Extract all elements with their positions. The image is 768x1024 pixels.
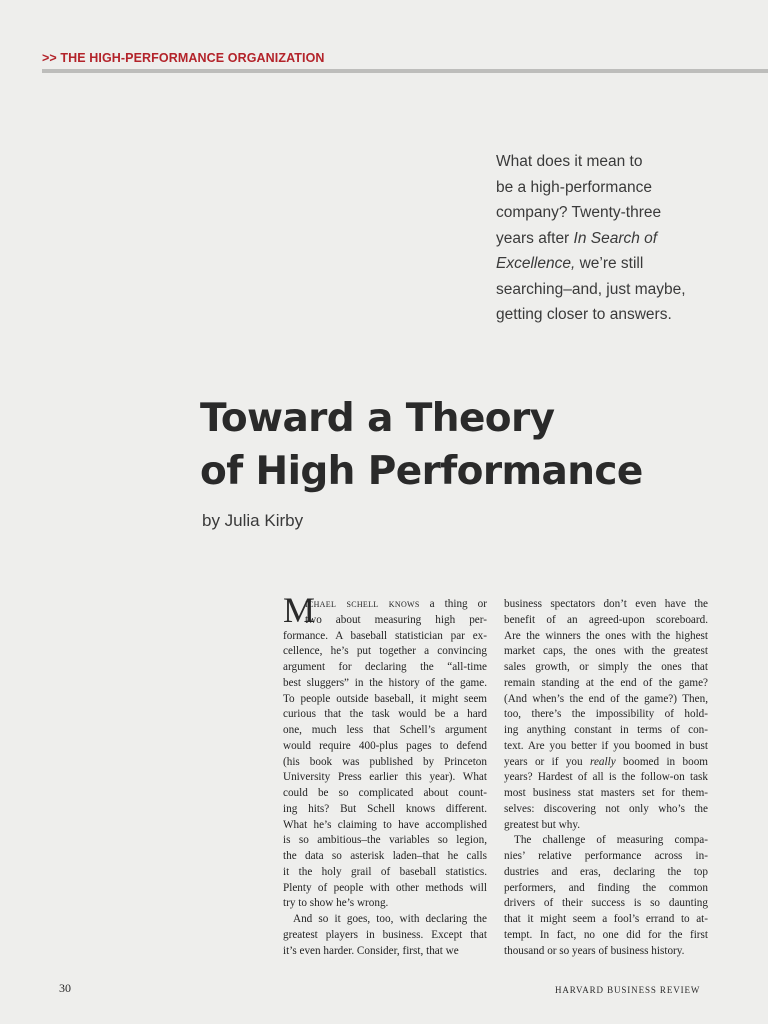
deck-line: be a high-performance: [496, 178, 652, 196]
text-line: too, there’s the impossibility of hold-: [504, 708, 708, 721]
text-line: drivers of their success is so daunting: [504, 897, 708, 910]
text-line: Are the winners the ones with the highest: [504, 629, 708, 642]
text-line: ing anything constant in terms of con-: [504, 724, 708, 736]
text-line: (And when’s the end of the game?) Then,: [504, 692, 708, 705]
text-line: that it might seem a fool’s errand to at-: [504, 913, 708, 925]
text-line: selves: discovering not only who’s the: [504, 802, 708, 815]
title-line: Toward a Theory: [200, 396, 555, 441]
text-line: curious that the task would be a hard: [283, 708, 487, 721]
article-deck: [496, 149, 736, 328]
text-line: text. Are you better if you boomed in bust: [504, 739, 708, 752]
text-line: it the holy grail of baseball statistics.: [283, 865, 487, 878]
text-run: years or if you: [504, 755, 590, 768]
drop-cap: M: [283, 590, 316, 630]
deck-line: [496, 251, 736, 277]
byline: by Julia Kirby: [202, 511, 304, 530]
italic-emphasis: really: [590, 755, 616, 768]
text-line: thousand or so years of business history.: [504, 944, 685, 957]
text-line: University Press earlier this year). What: [283, 771, 487, 784]
text-line: business spectators don’t even have the: [504, 598, 708, 610]
text-line: What he’s claiming to have accomplished: [283, 818, 487, 831]
text-line: most business stat masters set for them-: [504, 787, 708, 799]
text-line: tempt. In fact, no one did for the first: [504, 928, 708, 941]
text-line: nies’ relative performance across in-: [504, 850, 708, 862]
text-line: greatest but why.: [504, 818, 581, 831]
article-title: [200, 392, 760, 498]
text-run: a thing or: [419, 598, 487, 610]
text-line: ing hits? But Schell knows different.: [283, 802, 487, 815]
text-line: it’s even harder. Consider, first, that we: [283, 944, 459, 957]
text-line: dustries and eras, declaring the top: [504, 865, 708, 878]
deck-line: getting closer to answers.: [496, 306, 672, 323]
article-column-right: [504, 597, 708, 959]
text-line: try to show he’s wrong.: [283, 897, 389, 910]
text-line: market caps, the ones with the greatest: [504, 645, 708, 658]
text-line: the data so asterisk laden–that he calls: [283, 850, 487, 862]
deck-line: company? Twenty-three: [496, 204, 662, 221]
text-line: could be so complicated about count-: [283, 787, 487, 799]
text-line: greatest players in business. Except that: [283, 928, 487, 941]
text-run: boomed in boom: [615, 755, 709, 768]
text-line: years? Hardest of all is the follow-on task: [504, 771, 708, 784]
text-line: cellence, he’s put together a convincing: [283, 645, 487, 658]
lead-in-smallcaps: ichael schell knows: [305, 598, 420, 610]
text-line: To people outside baseball, it might seem: [283, 692, 487, 705]
text-line: would require 400-plus pages to defend: [283, 739, 487, 752]
text-line: [283, 597, 487, 613]
article-column-left: [283, 597, 487, 959]
text-line: Plenty of people with other methods will: [283, 881, 487, 894]
page-number: 30: [59, 981, 71, 995]
text-line: best sluggers” in the history of the game.: [283, 676, 487, 689]
title-line: of High Performance: [200, 449, 643, 494]
text-line: performers, and finding the common: [504, 881, 708, 894]
text-line: And so it goes, too, with declaring the: [293, 913, 487, 925]
deck-book-title: In Search of: [573, 229, 658, 247]
text-line: formance. A baseball statistician par ex-: [283, 629, 487, 642]
deck-line: What does it mean to: [496, 153, 643, 170]
section-header: >> THE HIGH-PERFORMANCE ORGANIZATION: [42, 51, 325, 65]
text-line: two about measuring high per-: [305, 613, 487, 626]
deck-text: years after: [496, 229, 574, 247]
journal-name: HARVARD BUSINESS REVIEW: [555, 985, 701, 995]
text-line: benefit of an agreed-upon scoreboard.: [504, 613, 708, 626]
text-line: [504, 755, 708, 771]
text-line: one, much less that Schell’s argument: [283, 724, 487, 736]
deck-text: we’re still: [575, 255, 644, 272]
deck-line: [496, 226, 736, 252]
text-line: (his book was published by Princeton: [283, 755, 487, 768]
text-line: sales growth, or simply the ones that: [504, 661, 708, 673]
header-rule: [42, 69, 768, 73]
deck-line: searching–and, just maybe,: [496, 280, 686, 298]
deck-book-title-end: Excellence,: [496, 255, 576, 272]
text-line: is so ambitious–the variables so legion,: [283, 834, 487, 847]
text-line: argument for declaring the “all-time: [283, 661, 487, 673]
text-line: The challenge of measuring compa-: [514, 834, 708, 847]
text-line: remain standing at the end of the game?: [504, 676, 708, 689]
